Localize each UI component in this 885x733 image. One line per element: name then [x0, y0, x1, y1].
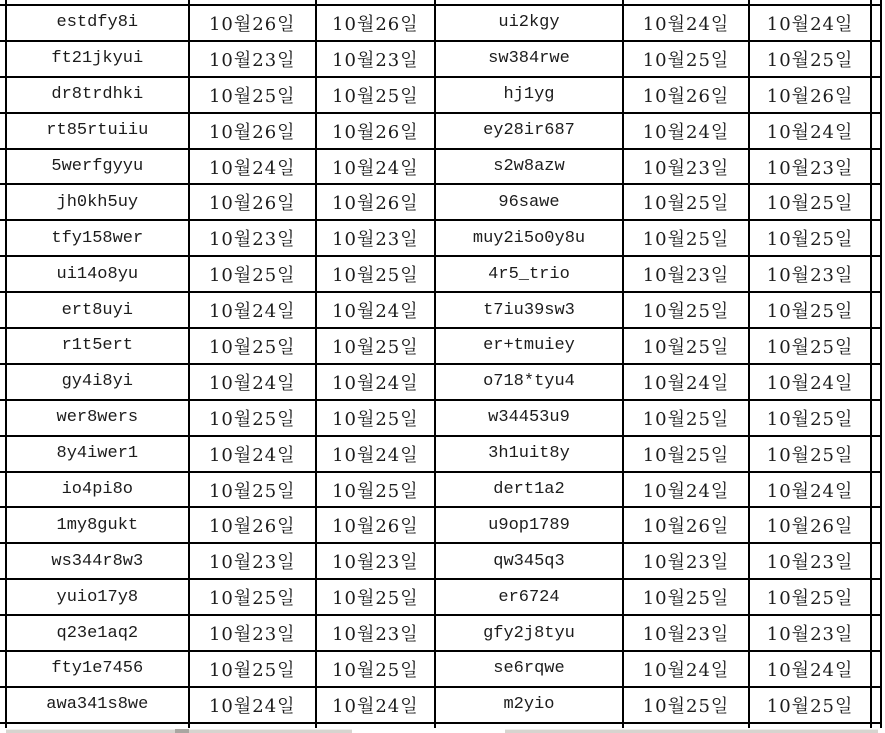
- cell-date-4[interactable]: 10월24일: [749, 472, 871, 508]
- table-row: [0, 615, 881, 651]
- cell-date-1[interactable]: 10월25일: [189, 256, 316, 292]
- cell-id-left[interactable]: tfy158wer: [6, 220, 189, 256]
- table-row: [0, 472, 881, 508]
- cell-date-1[interactable]: 10월26일: [189, 113, 316, 149]
- cell-date-3[interactable]: 10월25일: [623, 579, 749, 615]
- cell-id-right[interactable]: gfy2j8tyu: [435, 615, 623, 651]
- right-clipped-cell: [871, 400, 881, 436]
- table-row: [0, 5, 881, 41]
- cell-date-3[interactable]: 10월25일: [623, 41, 749, 77]
- cell-date-2[interactable]: 10월24일: [316, 436, 435, 472]
- cell-id-right[interactable]: er+tmuiey: [435, 328, 623, 364]
- right-clipped-cell: [871, 436, 881, 472]
- right-clipped-cell: [871, 543, 881, 579]
- cell-date-4[interactable]: 10월25일: [749, 220, 871, 256]
- cell-date-2[interactable]: 10월24일: [316, 364, 435, 400]
- cell-date-3[interactable]: 10월24일: [623, 113, 749, 149]
- cell-date-4[interactable]: 10월26일: [749, 507, 871, 543]
- cell-date-1[interactable]: 10월23일: [189, 615, 316, 651]
- cell-id-right[interactable]: ui2kgy: [435, 5, 623, 41]
- cell-date-1[interactable]: 10월24일: [189, 687, 316, 723]
- cell-date-4[interactable]: 10월25일: [749, 687, 871, 723]
- table-row: [0, 41, 881, 77]
- cell-date-4[interactable]: 10월25일: [749, 184, 871, 220]
- cell-date-1[interactable]: 10월25일: [189, 472, 316, 508]
- cell-id-left[interactable]: rt85rtuiiu: [6, 113, 189, 149]
- table-row: [0, 400, 881, 436]
- scrollbar-track-right[interactable]: [505, 729, 878, 733]
- cell-id-left[interactable]: jh0kh5uy: [6, 184, 189, 220]
- cell-id-right[interactable]: ey28ir687: [435, 113, 623, 149]
- cell-id-left[interactable]: ert8uyi: [6, 292, 189, 328]
- cell-date-3[interactable]: 10월24일: [623, 651, 749, 687]
- cell-date-2[interactable]: 10월26일: [316, 507, 435, 543]
- cell-id-right[interactable]: 96sawe: [435, 184, 623, 220]
- cell-date-1[interactable]: 10월23일: [189, 543, 316, 579]
- cell-date-3[interactable]: 10월25일: [623, 687, 749, 723]
- right-clipped-cell: [871, 77, 881, 113]
- cell-date-2[interactable]: 10월25일: [316, 651, 435, 687]
- table-row: [0, 113, 881, 149]
- cell-date-3[interactable]: 10월25일: [623, 400, 749, 436]
- cell-date-3[interactable]: 10월25일: [623, 436, 749, 472]
- table-row: [0, 149, 881, 185]
- cell-id-left[interactable]: 5werfgyyu: [6, 149, 189, 185]
- cell-date-4[interactable]: 10월25일: [749, 292, 871, 328]
- cell-id-right[interactable]: w34453u9: [435, 400, 623, 436]
- cell-date-3[interactable]: 10월25일: [623, 220, 749, 256]
- cell-date-4[interactable]: 10월24일: [749, 364, 871, 400]
- cell-date-2[interactable]: 10월26일: [316, 5, 435, 41]
- cell-id-left[interactable]: r1t5ert: [6, 328, 189, 364]
- cell-date-2[interactable]: 10월25일: [316, 400, 435, 436]
- scrollbar-thumb[interactable]: [175, 729, 189, 733]
- cell-date-3[interactable]: 10월23일: [623, 256, 749, 292]
- table-row: [0, 579, 881, 615]
- cell-id-right[interactable]: sw384rwe: [435, 41, 623, 77]
- cell-date-4[interactable]: 10월25일: [749, 579, 871, 615]
- cell-id-left[interactable]: dr8trdhki: [6, 77, 189, 113]
- cell-date-3[interactable]: 10월25일: [623, 292, 749, 328]
- cell-date-2[interactable]: 10월23일: [316, 543, 435, 579]
- table-row: [0, 77, 881, 113]
- cell-id-left[interactable]: fty1e7456: [6, 651, 189, 687]
- right-clipped-cell: [871, 113, 881, 149]
- cell-id-left[interactable]: q23e1aq2: [6, 615, 189, 651]
- cell-date-3[interactable]: 10월26일: [623, 77, 749, 113]
- cell-id-left[interactable]: ws344r8w3: [6, 543, 189, 579]
- table-row: [0, 507, 881, 543]
- cell-id-right[interactable]: m2yio: [435, 687, 623, 723]
- cell-id-left[interactable]: ft21jkyui: [6, 41, 189, 77]
- horizontal-scrollbar[interactable]: [0, 728, 885, 733]
- right-clipped-cell: [871, 615, 881, 651]
- cell-id-right[interactable]: 3h1uit8y: [435, 436, 623, 472]
- cell-id-left[interactable]: yuio17y8: [6, 579, 189, 615]
- cell-date-4[interactable]: 10월25일: [749, 436, 871, 472]
- cell-date-1[interactable]: 10월23일: [189, 41, 316, 77]
- cell-date-3[interactable]: 10월26일: [623, 507, 749, 543]
- cell-date-1[interactable]: 10월24일: [189, 436, 316, 472]
- table-row: [0, 184, 881, 220]
- table-row: [0, 651, 881, 687]
- cell-date-4[interactable]: 10월23일: [749, 543, 871, 579]
- cell-date-2[interactable]: 10월25일: [316, 328, 435, 364]
- cell-id-left[interactable]: 1my8gukt: [6, 507, 189, 543]
- cell-date-2[interactable]: 10월24일: [316, 687, 435, 723]
- right-clipped-cell: [871, 256, 881, 292]
- cell-date-3[interactable]: 10월24일: [623, 5, 749, 41]
- cell-date-4[interactable]: 10월23일: [749, 256, 871, 292]
- cell-date-1[interactable]: 10월23일: [189, 220, 316, 256]
- cell-date-2[interactable]: 10월26일: [316, 184, 435, 220]
- table-row: [0, 364, 881, 400]
- cell-id-left[interactable]: awa341s8we: [6, 687, 189, 723]
- cell-date-4[interactable]: 10월26일: [749, 77, 871, 113]
- cell-id-left[interactable]: 8y4iwer1: [6, 436, 189, 472]
- cell-date-4[interactable]: 10월23일: [749, 615, 871, 651]
- cell-date-2[interactable]: 10월26일: [316, 113, 435, 149]
- cell-date-1[interactable]: 10월24일: [189, 149, 316, 185]
- table-row: [0, 220, 881, 256]
- cell-id-right[interactable]: qw345q3: [435, 543, 623, 579]
- cell-date-2[interactable]: 10월23일: [316, 615, 435, 651]
- cell-date-4[interactable]: 10월24일: [749, 113, 871, 149]
- table-row: [0, 256, 881, 292]
- right-clipped-cell: [871, 5, 881, 41]
- right-clipped-cell: [871, 651, 881, 687]
- right-clipped-cell: [871, 328, 881, 364]
- cell-date-4[interactable]: 10월24일: [749, 651, 871, 687]
- cell-date-1[interactable]: 10월24일: [189, 364, 316, 400]
- cell-date-2[interactable]: 10월23일: [316, 41, 435, 77]
- cell-date-1[interactable]: 10월25일: [189, 77, 316, 113]
- cell-date-2[interactable]: 10월25일: [316, 472, 435, 508]
- cell-date-3[interactable]: 10월23일: [623, 149, 749, 185]
- right-clipped-cell: [871, 149, 881, 185]
- cell-date-3[interactable]: 10월24일: [623, 472, 749, 508]
- cell-date-1[interactable]: 10월26일: [189, 507, 316, 543]
- cell-date-1[interactable]: 10월24일: [189, 292, 316, 328]
- cell-date-4[interactable]: 10월25일: [749, 400, 871, 436]
- cell-date-2[interactable]: 10월24일: [316, 149, 435, 185]
- right-clipped-cell: [871, 292, 881, 328]
- cell-date-1[interactable]: 10월25일: [189, 400, 316, 436]
- cell-date-2[interactable]: 10월25일: [316, 579, 435, 615]
- cell-id-right[interactable]: u9op1789: [435, 507, 623, 543]
- cell-date-1[interactable]: 10월26일: [189, 5, 316, 41]
- cell-date-1[interactable]: 10월26일: [189, 184, 316, 220]
- table-row: [0, 328, 881, 364]
- cell-id-right[interactable]: er6724: [435, 579, 623, 615]
- right-clipped-cell: [871, 507, 881, 543]
- right-clipped-cell: [871, 364, 881, 400]
- cell-date-2[interactable]: 10월25일: [316, 256, 435, 292]
- cell-id-left[interactable]: io4pi8o: [6, 472, 189, 508]
- cell-date-2[interactable]: 10월23일: [316, 220, 435, 256]
- cell-id-left[interactable]: ui14o8yu: [6, 256, 189, 292]
- cell-id-right[interactable]: s2w8azw: [435, 149, 623, 185]
- cell-id-right[interactable]: t7iu39sw3: [435, 292, 623, 328]
- cell-date-3[interactable]: 10월24일: [623, 364, 749, 400]
- cell-id-right[interactable]: se6rqwe: [435, 651, 623, 687]
- cell-date-1[interactable]: 10월25일: [189, 328, 316, 364]
- right-clipped-cell: [871, 184, 881, 220]
- cell-id-right[interactable]: hj1yg: [435, 77, 623, 113]
- table-row: [0, 543, 881, 579]
- cell-id-right[interactable]: dert1a2: [435, 472, 623, 508]
- cell-date-4[interactable]: 10월23일: [749, 149, 871, 185]
- cell-date-1[interactable]: 10월25일: [189, 651, 316, 687]
- cell-date-2[interactable]: 10월25일: [316, 77, 435, 113]
- cell-date-3[interactable]: 10월23일: [623, 615, 749, 651]
- right-clipped-cell: [871, 220, 881, 256]
- right-clipped-cell: [871, 472, 881, 508]
- right-clipped-cell: [871, 41, 881, 77]
- cell-id-right[interactable]: o718*tyu4: [435, 364, 623, 400]
- cell-date-3[interactable]: 10월23일: [623, 543, 749, 579]
- cell-id-right[interactable]: 4r5_trio: [435, 256, 623, 292]
- table-row: [0, 687, 881, 723]
- cell-id-left[interactable]: estdfy8i: [6, 5, 189, 41]
- right-clipped-cell: [871, 687, 881, 723]
- cell-date-4[interactable]: 10월25일: [749, 41, 871, 77]
- right-clipped-cell: [871, 579, 881, 615]
- cell-date-2[interactable]: 10월24일: [316, 292, 435, 328]
- cell-date-3[interactable]: 10월25일: [623, 328, 749, 364]
- cell-date-4[interactable]: 10월25일: [749, 328, 871, 364]
- cell-date-4[interactable]: 10월24일: [749, 5, 871, 41]
- cell-date-1[interactable]: 10월25일: [189, 579, 316, 615]
- table-row: [0, 436, 881, 472]
- table-row: [0, 292, 881, 328]
- cell-date-3[interactable]: 10월25일: [623, 184, 749, 220]
- cell-id-right[interactable]: muy2i5o0y8u: [435, 220, 623, 256]
- cell-id-left[interactable]: gy4i8yi: [6, 364, 189, 400]
- cell-id-left[interactable]: wer8wers: [6, 400, 189, 436]
